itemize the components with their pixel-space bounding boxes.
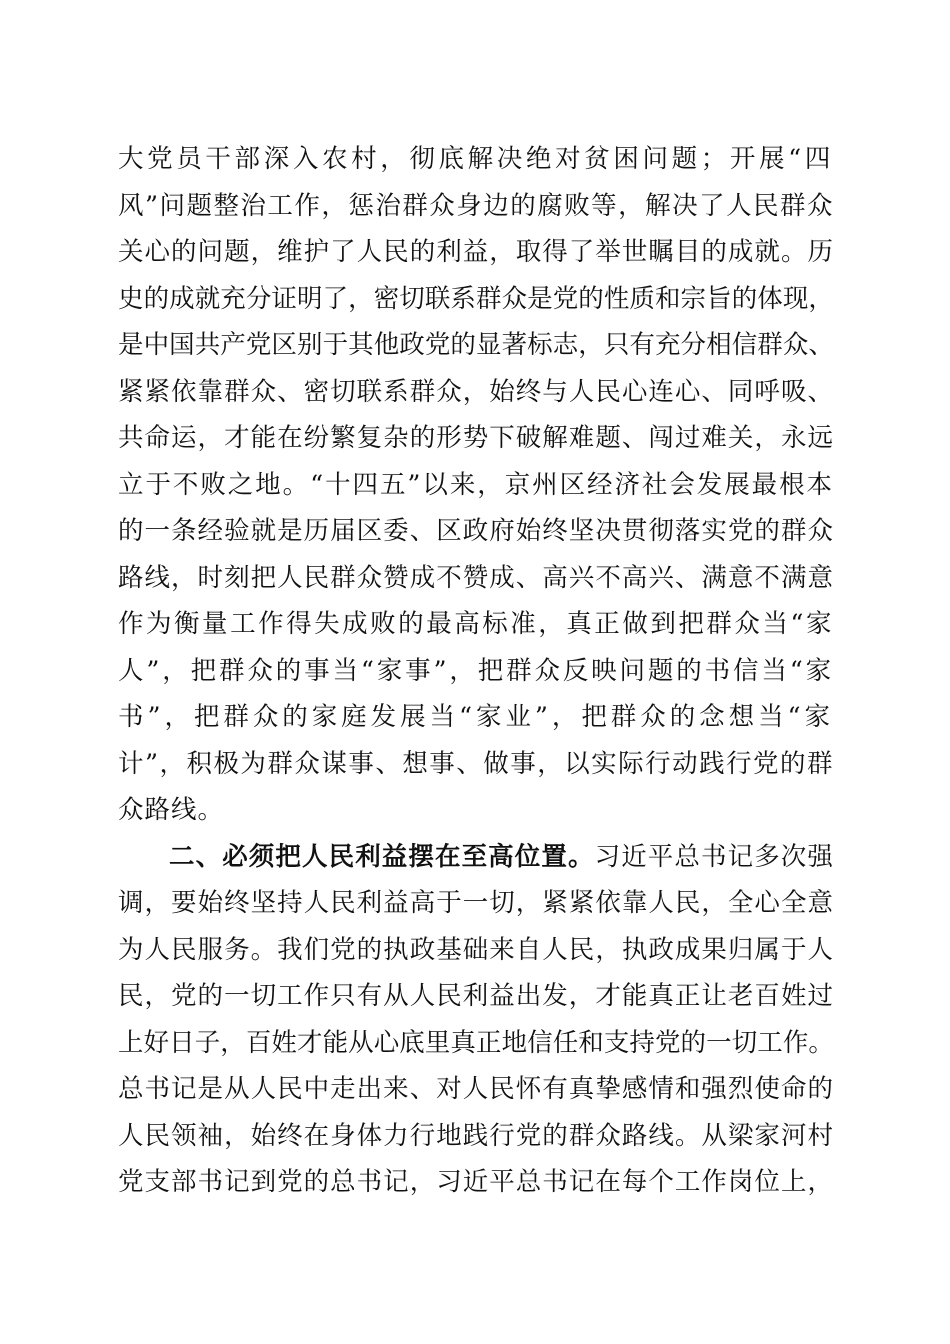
line-content — [118, 322, 834, 369]
text-line — [118, 462, 834, 509]
line-text: 书”，把群众的家庭发展当“家业”，把群众的念想当“家 — [118, 702, 834, 732]
line-text: 人民领袖，始终在身体力行地践行党的群众路线。从梁家河村 — [118, 1120, 834, 1151]
text-line — [118, 229, 834, 276]
line-text: 党支部书记到党的总书记，习近平总书记在每个工作岗位上， — [118, 1167, 834, 1197]
line-content — [118, 369, 834, 416]
line-text: 总书记是从人民中走出来、对人民怀有真挚感情和强烈使命的 — [118, 1074, 834, 1104]
line-content — [118, 787, 224, 834]
section-heading: 二、必须把人民利益摆在至高位置。 — [169, 841, 595, 872]
line-content — [118, 1113, 834, 1160]
text-line — [118, 694, 834, 741]
text-line — [118, 927, 834, 974]
line-text: 众路线。 — [118, 795, 225, 825]
text-line — [118, 1066, 834, 1113]
line-content — [118, 973, 834, 1020]
text-line — [118, 508, 834, 555]
text-line — [118, 601, 834, 648]
line-content — [118, 415, 834, 462]
line-content — [118, 462, 834, 509]
text-line — [118, 880, 834, 927]
text-line — [118, 787, 834, 834]
line-text: 人”，把群众的事当“家事”，把群众反映问题的书信当“家 — [118, 655, 834, 686]
line-text: 上好日子，百姓才能从心底里真正地信任和支持党的一切工作。 — [118, 1027, 834, 1058]
line-text: 是中国共产党区别于其他政党的显著标志，只有充分相信群众、 — [118, 330, 834, 360]
line-text: 习近平总书记多次强 — [594, 841, 834, 872]
text-line — [118, 648, 834, 695]
line-text: 计”，积极为群众谋事、想事、做事，以实际行动践行党的群 — [118, 748, 834, 779]
line-text: 路线，时刻把人民群众赞成不赞成、高兴不高兴、满意不满意 — [118, 562, 834, 593]
line-content — [118, 276, 834, 323]
line-text: 大党员干部深入农村，彻底解决绝对贫困问题；开展“四 — [118, 144, 834, 174]
text-line — [118, 555, 834, 602]
line-text: 为人民服务。我们党的执政基础来自人民，执政成果归属于人 — [118, 934, 834, 965]
line-content — [118, 648, 834, 695]
text-line — [118, 322, 834, 369]
text-line — [118, 183, 834, 230]
line-text: 关心的问题，维护了人民的利益，取得了举世瞩目的成就。历 — [118, 237, 834, 267]
text-line — [118, 1020, 834, 1067]
line-content — [118, 508, 834, 555]
line-text: 作为衡量工作得失成败的最高标准，真正做到把群众当“家 — [118, 609, 834, 639]
text-line — [118, 136, 834, 183]
text-line — [118, 415, 834, 462]
text-line — [118, 973, 834, 1020]
text-line — [118, 276, 834, 323]
line-content — [118, 136, 834, 183]
line-text: 立于不败之地。“十四五”以来，京州区经济社会发展最根本 — [118, 469, 834, 500]
text-line — [118, 1159, 834, 1206]
text-line — [118, 1113, 834, 1160]
line-text: 风”问题整治工作，惩治群众身边的腐败等，解决了人民群众 — [118, 190, 834, 221]
body-text — [118, 136, 834, 1206]
line-content — [118, 183, 834, 230]
line-content — [118, 694, 834, 741]
line-text: 共命运，才能在纷繁复杂的形势下破解难题、闯过难关，永远 — [118, 423, 834, 453]
line-content — [118, 601, 834, 648]
line-content — [118, 741, 834, 788]
line-text: 史的成就充分证明了，密切联系群众是党的性质和宗旨的体现， — [118, 283, 834, 314]
text-line — [118, 834, 834, 881]
text-line — [118, 741, 834, 788]
line-text: 紧紧依靠群众、密切联系群众，始终与人民心连心、同呼吸、 — [118, 376, 834, 407]
line-content — [118, 1020, 834, 1067]
line-content — [118, 229, 834, 276]
line-text: 的一条经验就是历届区委、区政府始终坚决贯彻落实党的群众 — [118, 516, 834, 546]
line-text: 民，党的一切工作只有从人民利益出发，才能真正让老百姓过 — [118, 981, 834, 1011]
line-content — [118, 927, 834, 974]
line-content — [118, 1159, 834, 1206]
text-line — [118, 369, 834, 416]
line-content — [169, 834, 834, 881]
line-content — [118, 555, 834, 602]
line-content — [118, 880, 834, 927]
line-content — [118, 1066, 834, 1113]
line-text: 调，要始终坚持人民利益高于一切，紧紧依靠人民，全心全意 — [118, 888, 834, 918]
